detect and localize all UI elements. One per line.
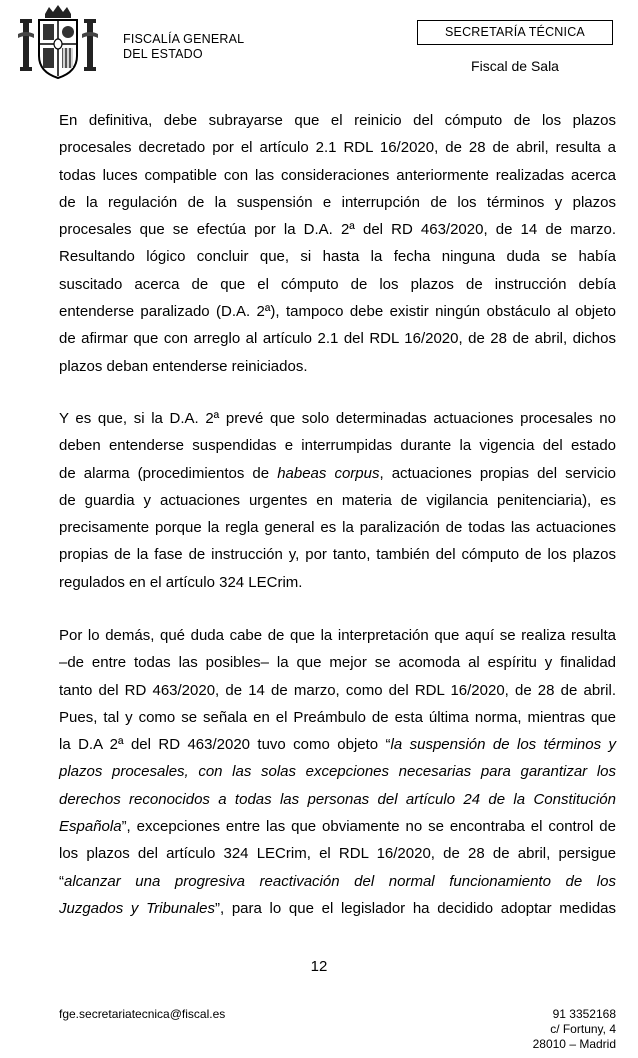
text-run: ”, para lo que el legislador ha decidido adoptar medidas <box>215 899 617 917</box>
footer-address-1: c/ Fortuny, 4 <box>550 1022 616 1036</box>
footer-email: fge.secretariatecnica@fiscal.es <box>59 1007 226 1021</box>
text-line <box>59 813 616 840</box>
org-line-2: DEL ESTADO <box>123 47 203 61</box>
footer-address-2: 28010 – Madrid <box>532 1037 616 1051</box>
paragraph-3 <box>59 622 616 922</box>
text-line <box>59 460 616 487</box>
secretaria-tecnica-box: SECRETARÍA TÉCNICA <box>417 20 613 45</box>
text-line: propias de la fase de instrucción y, por tanto, también del cómputo de los plazos <box>59 546 616 564</box>
footer-contact <box>533 1007 616 1052</box>
text-run: “ <box>59 872 64 890</box>
text-line: tanto del RD 463/2020, de 14 de marzo, como del RDL 16/2020, de 28 de abril. <box>59 681 616 699</box>
coat-of-arms-icon <box>15 4 101 82</box>
text-line: –de entre todas las posibles– la que mejor se acomoda al espíritu y finalidad <box>59 654 616 672</box>
text-run: ”, excepciones entre las que obviamente no se encontraba el control de <box>121 818 616 836</box>
italic-quote: Juzgados y Tribunales <box>59 899 215 917</box>
fiscal-de-sala: Fiscal de Sala <box>471 58 559 74</box>
paragraph-1 <box>59 107 616 380</box>
text-line: suscitado acerca de que el cómputo de los plazos de instrucción debía <box>59 275 616 293</box>
text-line: de la regulación de la suspensión e interrupción de los términos y plazos <box>59 193 616 211</box>
text-line: regulados en el artículo 324 LECrim. <box>59 573 303 591</box>
text-line: los plazos del artículo 324 LECrim, el RDL 16/2020, de 28 de abril, persigue <box>59 845 616 863</box>
text-line: Y es que, si la D.A. 2ª prevé que solo determinadas actuaciones procesales no <box>59 410 616 427</box>
text-line: todas luces compatible con las consideraciones anteriormente realizadas acerca <box>59 166 616 184</box>
text-line: procesales decretado por el artículo 2.1 RDL 16/2020, de 28 de abril, resulta a <box>59 139 616 157</box>
text-line <box>59 731 616 758</box>
text-line: procesales que se efectúa por la D.A. 2ª del RD 463/2020, de 14 de marzo. <box>59 221 616 239</box>
italic-quote: derechos reconocidos a todas las personas del artículo 24 de la Constitución <box>59 790 616 808</box>
text-line: deben entenderse suspendidas e interrumpidas durante la vigencia del estado <box>59 437 616 455</box>
text-line: entenderse paralizado (D.A. 2ª), tampoco debe existir ningún obstáculo al objeto <box>59 303 616 321</box>
text-line: de guardia y actuaciones urgentes en materia de vigilancia penitenciaria), es <box>59 491 616 509</box>
text-run: , actuaciones propias del servicio <box>379 464 617 482</box>
footer-phone: 91 3352168 <box>552 1007 616 1021</box>
text-line: de afirmar que con arreglo al artículo 2.1 del RDL 16/2020, de 28 de abril, dichos <box>59 330 616 348</box>
text-run: de alarma (procedimientos de <box>59 464 278 482</box>
text-line: En definitiva, debe subrayarse que el reinicio del cómputo de los plazos <box>59 112 616 129</box>
italic-quote: Española <box>59 818 122 836</box>
text-line: Pues, tal y como se señala en el Preámbulo de esta última norma, mientras que <box>59 708 616 726</box>
italic-quote: la suspensión de los términos y <box>390 736 616 754</box>
text-line: Por lo demás, qué duda cabe de que la interpretación que aquí se realiza resulta <box>59 627 616 644</box>
text-line <box>59 786 616 813</box>
italic-quote: plazos procesales, con las solas excepciones necesarias para garantizar los <box>59 763 616 781</box>
paragraph-2 <box>59 405 616 596</box>
text-line: precisamente porque la regla general es la paralización de todas las actuaciones <box>59 519 616 537</box>
text-line <box>59 868 616 895</box>
text-run: la D.A 2ª del RD 463/2020 tuvo como objeto “ <box>59 736 391 754</box>
italic-quote: alcanzar una progresiva reactivación del normal funcionamiento de los <box>64 872 616 890</box>
organization-name <box>123 32 244 62</box>
text-line <box>59 758 616 785</box>
page-number: 12 <box>310 958 328 975</box>
italic-term: habeas corpus <box>277 464 380 482</box>
text-line: Resultando lógico concluir que, si hasta la fecha ninguna duda se había <box>59 248 616 266</box>
text-line <box>59 895 616 922</box>
text-line: plazos deban entenderse reiniciados. <box>59 357 308 375</box>
org-line-1: FISCALÍA GENERAL <box>123 32 245 46</box>
